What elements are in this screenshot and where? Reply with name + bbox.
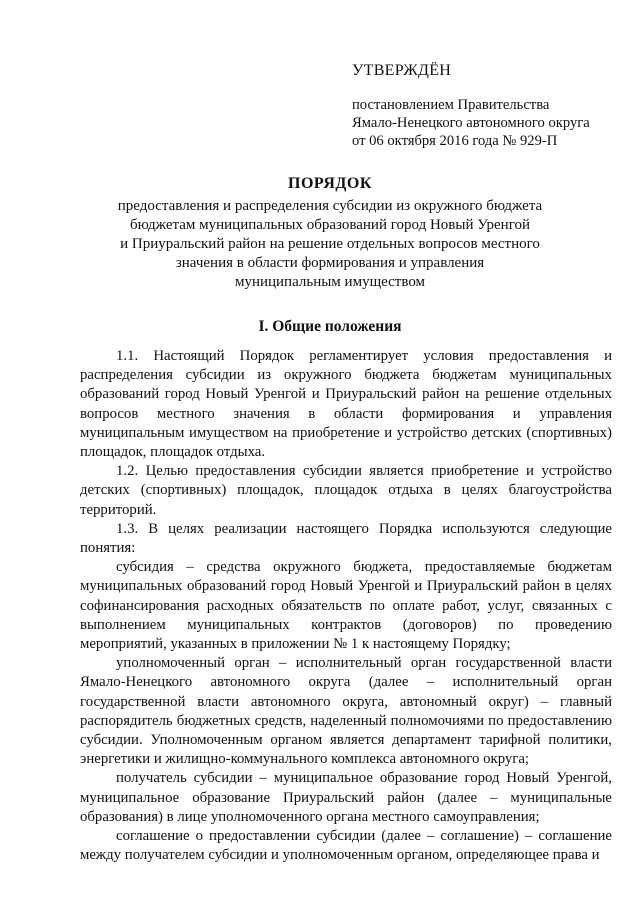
approval-line: Ямало-Ненецкого автономного округа bbox=[352, 115, 590, 131]
approval-line: постановлением Правительства bbox=[352, 97, 550, 113]
paragraph: 1.2. Целью предоставления субсидии является приобретение и устройство детских (спортивных) площадок, площадок отдыха в целях благоустройства территорий. bbox=[80, 463, 612, 518]
paragraph: уполномоченный орган – исполнительный орган государственной власти Ямало-Ненецкого автономного округа (далее – исполнительный орган государственной власти автономного округа, автономный округ) – главный распорядитель бюджетных средств, наделенный полномочиями по предоставлению субсидии. Уполномоченным органом является департамент тарифной политики, энергетики и жилищно-коммунального комплекса автономного округа; bbox=[80, 655, 612, 768]
subtitle-line: и Приуральский район на решение отдельных вопросов местного bbox=[120, 236, 540, 252]
paragraph: 1.1. Настоящий Порядок регламентирует условия предоставления и распределения субсидии из окружного бюджета бюджетам муниципальных образований город Новый Уренгой и Приуральский район на решение отдельных вопросов местного значения в области формирования и управления муниципальным имуществом на приобретение и устройство детских (спортивных) площадок, площадок отдыха. bbox=[80, 348, 612, 461]
subtitle-line: значения в области формирования и управления bbox=[175, 255, 485, 271]
paragraph: 1.3. В целях реализации настоящего Порядка используются следующие понятия: bbox=[80, 520, 612, 557]
document-title-block bbox=[60, 175, 600, 292]
paragraph: соглашение о предоставлении субсидии (далее – соглашение) – соглашение между получателем субсидии и уполномоченным органом, определяющее права и bbox=[80, 828, 612, 864]
approval-stamp bbox=[352, 62, 622, 150]
paragraph: получатель субсидии – муниципальное образование город Новый Уренгой, муниципальное образование Приуральский район (далее – муниципальные образования) в лице уполномоченного органа местного самоуправления; bbox=[80, 770, 612, 825]
paragraph: субсидия – средства окружного бюджета, предоставляемые бюджетам муниципальных образований город Новый Уренгой и Приуральский район в целях софинансирования расходных обязательств по оплате работ, услуг, связанных с выполнением муниципальных контрактов (договоров) по проведению мероприятий, указанных в приложении № 1 к настоящему Порядку; bbox=[80, 559, 612, 653]
section-heading: I. Общие положения bbox=[258, 318, 402, 335]
subtitle-line: муниципальным имуществом bbox=[234, 274, 426, 290]
document-title: ПОРЯДОК bbox=[288, 175, 372, 192]
subtitle-line: бюджетам муниципальных образований город Новый Уренгой bbox=[129, 217, 531, 233]
approval-line: от 06 октября 2016 года № 929-П bbox=[352, 133, 558, 149]
approval-heading: УТВЕРЖДЁН bbox=[352, 62, 452, 79]
document-body bbox=[80, 347, 612, 865]
subtitle-line: предоставления и распределения субсидии из окружного бюджета bbox=[117, 198, 543, 214]
